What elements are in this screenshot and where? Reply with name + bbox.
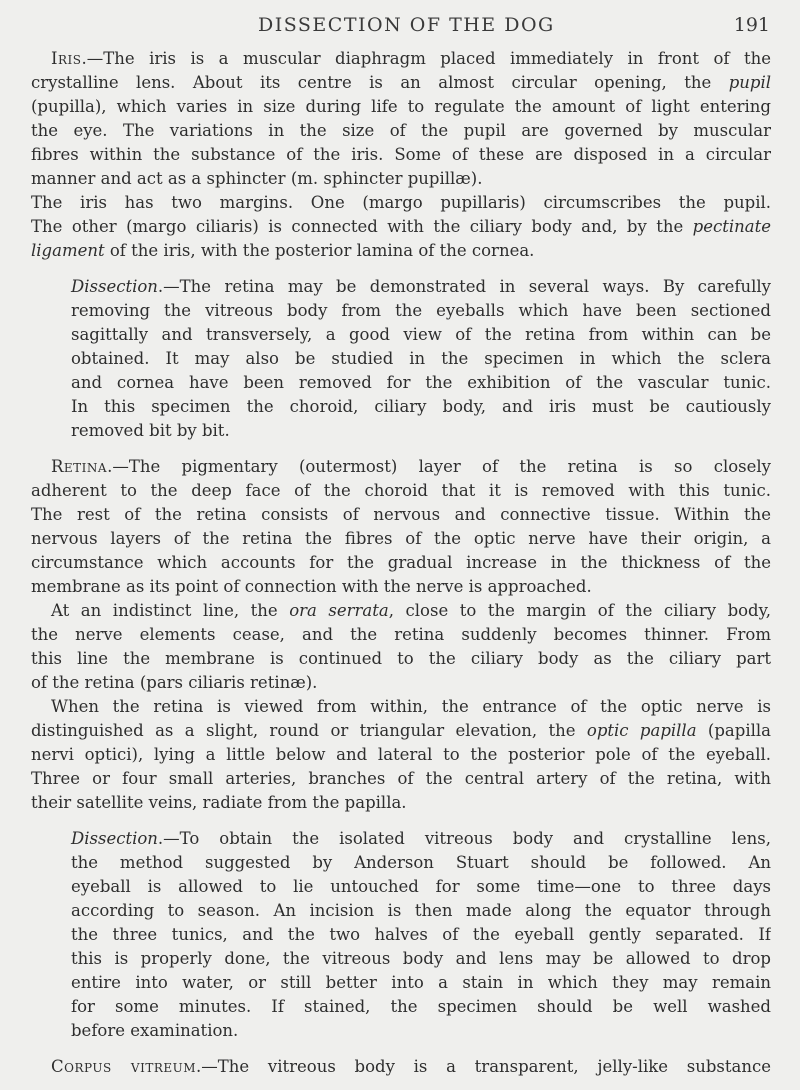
text-line: fibres within the substance of the iris. Some of these are disposed in a circular bbox=[31, 145, 771, 164]
paragraph-corpus-vitreum bbox=[31, 1055, 771, 1079]
term-ligament: ligament bbox=[31, 241, 105, 260]
text-line: the eye. The variations in the size of the pupil are governed by muscular bbox=[31, 121, 771, 140]
paragraph-optic-papilla bbox=[31, 695, 771, 815]
term-pupil: pupil bbox=[728, 73, 771, 92]
text-line: eyeball is allowed to lie untouched for some time—one to three days bbox=[71, 877, 771, 896]
text-line: crystalline lens. About its centre is an almost circular opening, the pupil bbox=[31, 73, 771, 92]
dissection-heading: Dissection bbox=[71, 829, 158, 848]
text-line: entire into water, or still better into a stain in which they may remain bbox=[71, 973, 771, 992]
section-heading-iris: Iris bbox=[51, 49, 82, 68]
text-line: sagittally and transversely, a good view of the retina from within can be bbox=[71, 325, 771, 344]
text-line: (pupilla), which varies in size during life to regulate the amount of light entering bbox=[31, 97, 771, 116]
text-line: Three or four small arteries, branches of the central artery of the retina, with bbox=[31, 769, 771, 788]
paragraph-iris bbox=[31, 47, 771, 191]
text-line: this line the membrane is continued to the ciliary body as the ciliary part bbox=[31, 649, 771, 668]
text-line: removing the vitreous body from the eyeballs which have been sectioned bbox=[71, 301, 771, 320]
text-line: Iris.—The iris is a muscular diaphragm placed immediately in front of the bbox=[51, 49, 771, 68]
text-line: Corpus vitreum.—The vitreous body is a transparent, jelly-like substance bbox=[51, 1057, 771, 1076]
dissection-heading: Dissection bbox=[71, 277, 158, 296]
term-pectinate: pectinate bbox=[692, 217, 771, 236]
text-line: the three tunics, and the two halves of the eyeball gently separated. If bbox=[71, 925, 771, 944]
text-line: nervous layers of the retina the fibres of the optic nerve have their origin, a bbox=[31, 529, 771, 548]
text-line: ligament of the iris, with the posterior lamina of the cornea. bbox=[31, 241, 535, 260]
text-line: their satellite veins, radiate from the papilla. bbox=[31, 793, 407, 812]
text-line: membrane as its point of connection with the nerve is approached. bbox=[31, 577, 592, 596]
text-line: the nerve elements cease, and the retina suddenly becomes thinner. From bbox=[31, 625, 771, 644]
text-line: obtained. It may also be studied in the specimen in which the sclera bbox=[71, 349, 771, 368]
text-line: before examination. bbox=[71, 1021, 239, 1040]
text-line: circumstance which accounts for the gradual increase in the thickness of the bbox=[31, 553, 771, 572]
section-heading-retina: Retina bbox=[51, 457, 108, 476]
text-line: for some minutes. If stained, the specimen should be well washed bbox=[71, 997, 771, 1016]
paragraph-retina bbox=[31, 455, 771, 599]
text-line: of the retina (pars ciliaris retinæ). bbox=[31, 673, 318, 692]
text-line: and cornea have been removed for the exhibition of the vascular tunic. bbox=[71, 373, 771, 392]
text-line: distinguished as a slight, round or triangular elevation, the optic papilla (papilla bbox=[31, 721, 771, 740]
body-text bbox=[31, 47, 771, 1079]
text-line: Retina.—The pigmentary (outermost) layer of the retina is so closely bbox=[51, 457, 771, 476]
text-line: manner and act as a sphincter (m. sphincter pupillæ). bbox=[31, 169, 483, 188]
text-line: The other (margo ciliaris) is connected with the ciliary body and, by the pectinate bbox=[31, 217, 771, 236]
text-line: Dissection.—The retina may be demonstrated in several ways. By carefully bbox=[71, 277, 771, 296]
running-header bbox=[0, 12, 800, 42]
section-heading-corpus-vitreum: Corpus vitreum bbox=[51, 1057, 197, 1076]
paragraph-iris-margins bbox=[31, 191, 771, 263]
text-line: the method suggested by Anderson Stuart should be followed. An bbox=[71, 853, 771, 872]
text-line: At an indistinct line, the ora serrata, close to the margin of the ciliary body, bbox=[51, 601, 771, 620]
paragraph-ora-serrata bbox=[31, 599, 771, 695]
page-number: 191 bbox=[733, 14, 770, 36]
text-line: When the retina is viewed from within, the entrance of the optic nerve is bbox=[51, 697, 771, 716]
term-optic-papilla: optic papilla bbox=[586, 721, 697, 740]
text-line: adherent to the deep face of the choroid that it is removed with this tunic. bbox=[31, 481, 771, 500]
text-line: The rest of the retina consists of nervous and connective tissue. Within the bbox=[31, 505, 771, 524]
text-line: In this specimen the choroid, ciliary body, and iris must be cautiously bbox=[71, 397, 771, 416]
text-line: The iris has two margins. One (margo pupillaris) circumscribes the pupil. bbox=[31, 193, 771, 212]
term-ora-serrata: ora serrata bbox=[289, 601, 389, 620]
text-line: removed bit by bit. bbox=[71, 421, 230, 440]
text-line: according to season. An incision is then made along the equator through bbox=[71, 901, 771, 920]
paragraph-dissection-1 bbox=[31, 275, 771, 443]
text-line: nervi optici), lying a little below and lateral to the posterior pole of the eyeball. bbox=[31, 745, 771, 764]
text-line: Dissection.—To obtain the isolated vitreous body and crystalline lens, bbox=[71, 829, 771, 848]
paragraph-dissection-2 bbox=[31, 827, 771, 1043]
text-line: this is properly done, the vitreous body and lens may be allowed to drop bbox=[71, 949, 771, 968]
running-title: DISSECTION OF THE DOG bbox=[258, 14, 555, 36]
